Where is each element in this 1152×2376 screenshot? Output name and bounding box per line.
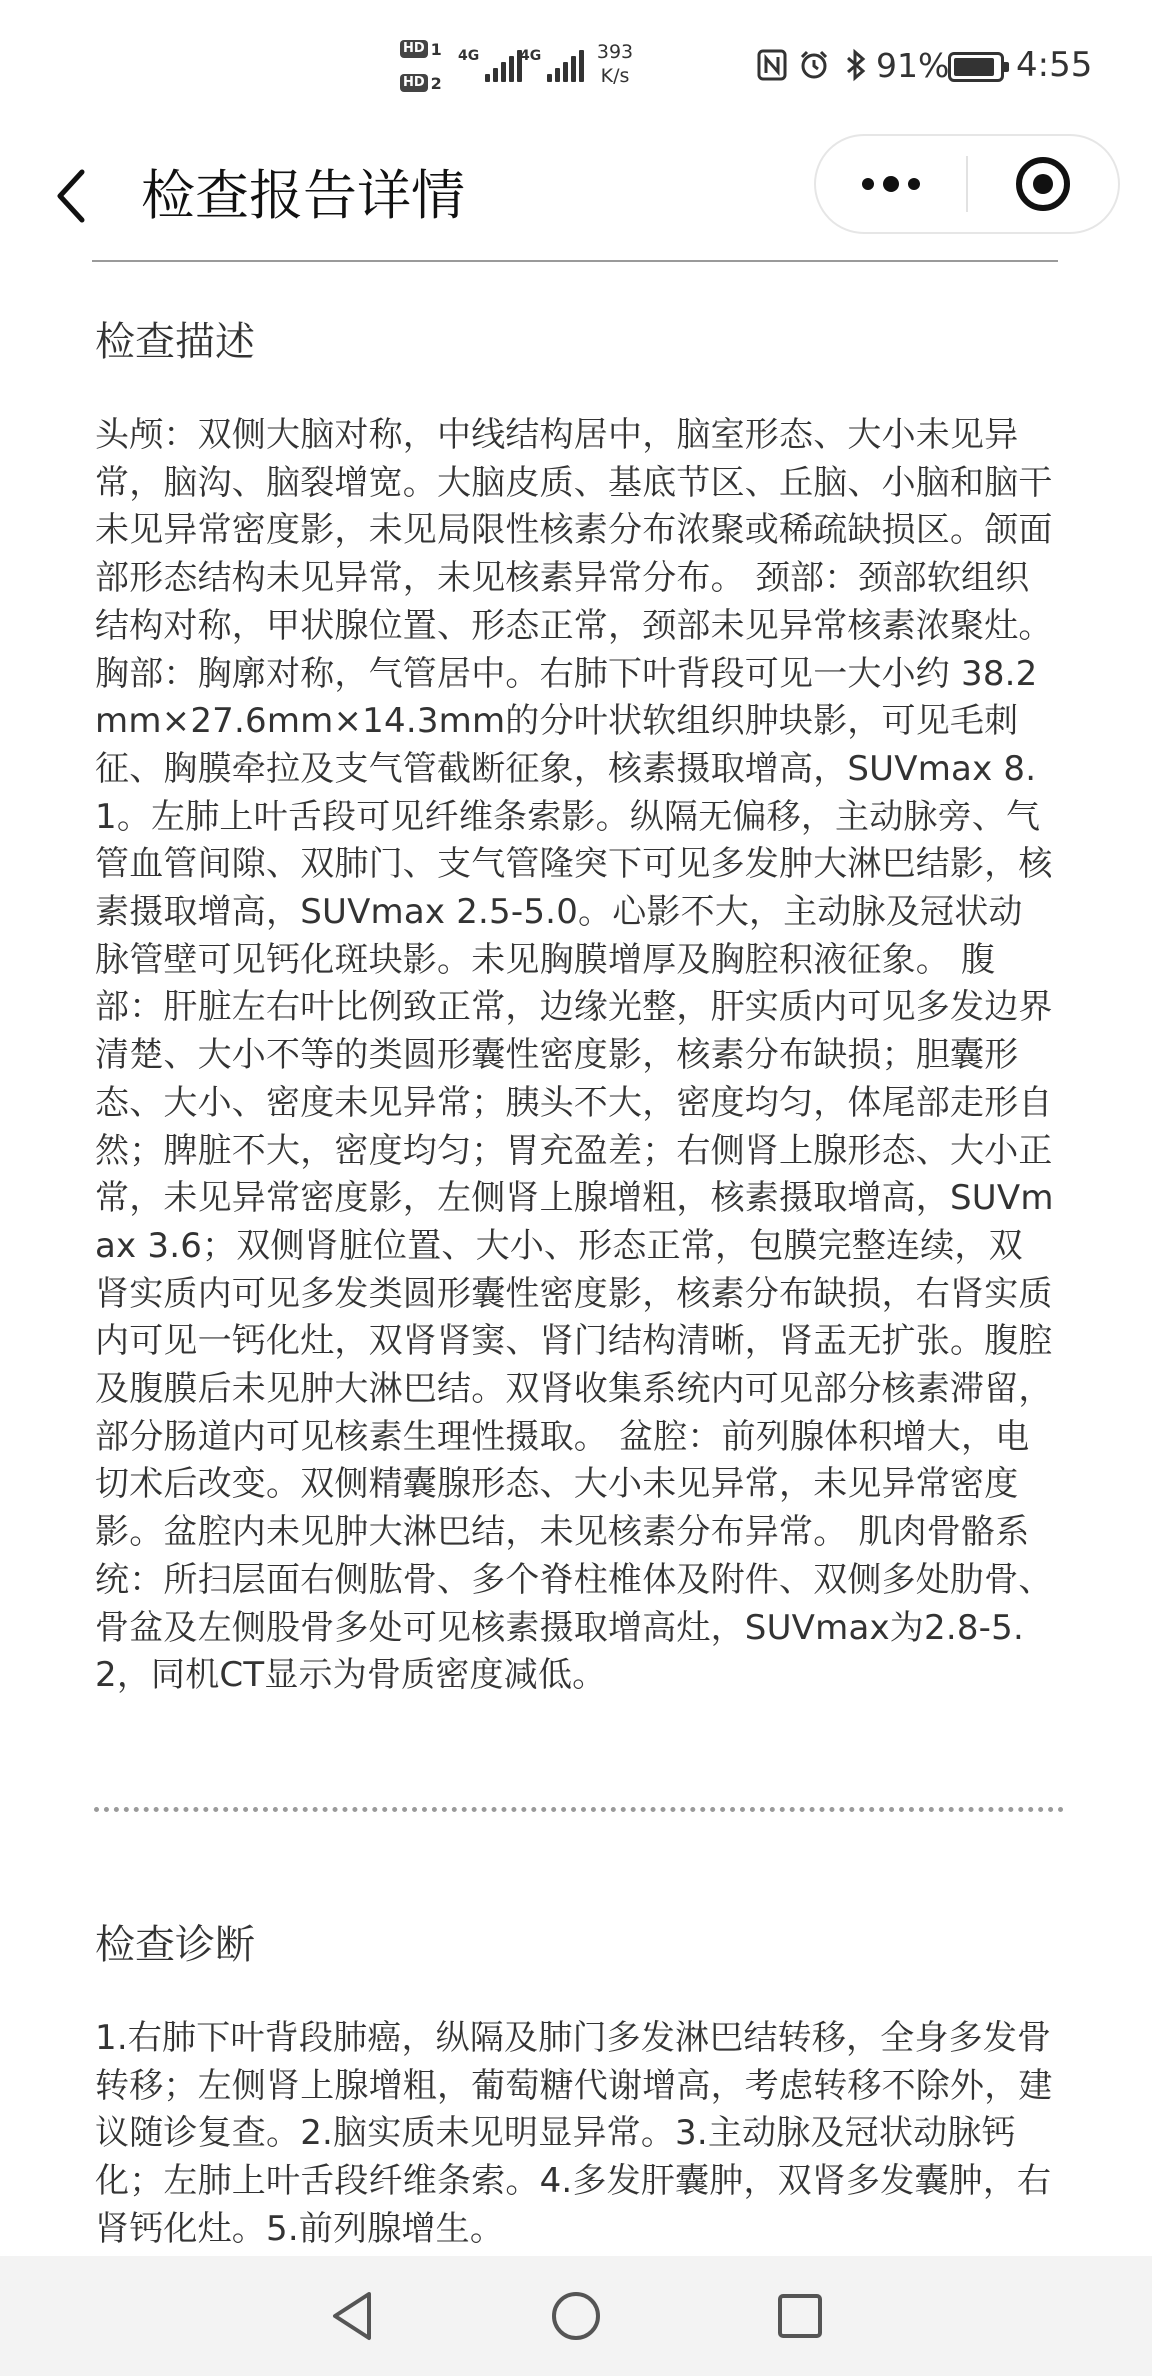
nfc-icon [756, 48, 788, 82]
description-title: 检查描述 [95, 319, 255, 365]
more-dots-icon [862, 178, 874, 190]
clock: 4:55 [1016, 45, 1093, 85]
home-circle-icon [548, 2288, 604, 2344]
nav-recents-button[interactable] [760, 2276, 840, 2356]
chevron-left-icon [50, 166, 90, 226]
nav-home-button[interactable] [536, 2276, 616, 2356]
diagnosis-section [95, 1915, 1055, 2254]
close-mini-program-button[interactable] [968, 136, 1118, 232]
mini-program-capsule [814, 134, 1120, 234]
target-circle-icon [1013, 154, 1073, 214]
status-icons [756, 48, 872, 82]
signal-1-icon: 4G [458, 48, 522, 82]
network-speed: 393 K/s [596, 41, 634, 87]
back-triangle-icon [327, 2288, 377, 2344]
battery-percent: 91% [876, 46, 950, 85]
back-button[interactable] [40, 156, 100, 236]
recents-square-icon [775, 2291, 825, 2341]
hd-indicator-1: HD 1 [400, 38, 450, 60]
more-button[interactable] [816, 136, 966, 232]
page-title: 检查报告详情 [141, 164, 465, 227]
alarm-icon [798, 48, 830, 82]
description-section [95, 262, 1055, 1700]
diagnosis-text: 1.右肺下叶背段肺癌，纵隔及肺门多发淋巴结转移，全身多发骨转移；左侧肾上腺增粗，葡萄糖代谢增高，考虑转移不除外，建议随诊复查。2.脑实质未见明显异常。3.主动脉及冠状动脉钙化；左肺上叶舌段纤维条索。4.多发肝囊肿，双肾多发囊肿，右肾钙化灶。5.前列腺增生。 [95, 2018, 1053, 2249]
hd-indicator-2: HD 2 [400, 72, 450, 94]
bluetooth-icon [840, 48, 872, 82]
nav-back-button[interactable] [312, 2276, 392, 2356]
status-bar [0, 0, 1152, 130]
battery-icon [948, 52, 1004, 82]
signal-2-icon: 4G [520, 48, 584, 82]
system-nav-bar [0, 2256, 1152, 2376]
diagnosis-title: 检查诊断 [95, 1922, 255, 1968]
description-text: 头颅：双侧大脑对称，中线结构居中，脑室形态、大小未见异常，脑沟、脑裂增宽。大脑皮质、基底节区、丘脑、小脑和脑干未见异常密度影，未见局限性核素分布浓聚或稀疏缺损区。颌面部形态结构未见异常，未见核素异常分布。 颈部：颈部软组织结构对称，甲状腺位置、形态正常，颈部未见异常核素浓聚灶。 胸部：胸廓对称，气管居中。右肺下叶背段可见一大小约 38.2 mm×27.6mm×14.3mm的分叶状软组织肿块影，可见毛刺征、胸膜牵拉及支气管截断征象，核素摄取增高，SUVmax 8.1。左肺上叶舌段可见纤维条索影。纵隔无偏移，主动脉旁、气管血管间隙、双肺门、支气管隆突下可见多发肿大淋巴结影，核素摄取增高，SUVmax 2.5-5.0。心影不大，主动脉及冠状动脉管壁可见钙化斑块影。未见胸膜增厚及胸腔积液征象。 腹部：肝脏左右叶比例致正常，边缘光整，肝实质内可见多发边界清楚、大小不等的类圆形囊性密度影，核素分布缺损；胆囊形态、大小、密度未见异常；胰头不大，密度均匀，体尾部走形自然；脾脏不大，密度均匀；胃充盈差；右侧肾上腺形态、大小正常，未见异常密度影，左侧肾上腺增粗，核素摄取增高，SUVmax 3.6；双侧肾脏位置、大小、形态正常，包膜完整连续，双肾实质内可见多发类圆形囊性密度影，核素分布缺损，右肾实质内可见一钙化灶，双肾肾窦、肾门结构清晰，肾盂无扩张。腹腔及腹膜后未见肿大淋巴结。双肾收集系统内可见部分核素滞留，部分肠道内可见核素生理性摄取。 盆腔：前列腺体积增大，电切术后改变。双侧精囊腺形态、大小未见异常，未见异常密度影。盆腔内未见肿大淋巴结，未见核素分布异常。 肌肉骨骼系统：所扫层面右侧肱骨、多个脊柱椎体及附件、双侧多处肋骨、骨盆及左侧股骨多处可见核素摄取增高灶，SUVmax为2.8-5.2，同机CT显示为骨质密度减低。 [95, 415, 1054, 1696]
section-divider [94, 1807, 1064, 1812]
header [0, 130, 1152, 262]
